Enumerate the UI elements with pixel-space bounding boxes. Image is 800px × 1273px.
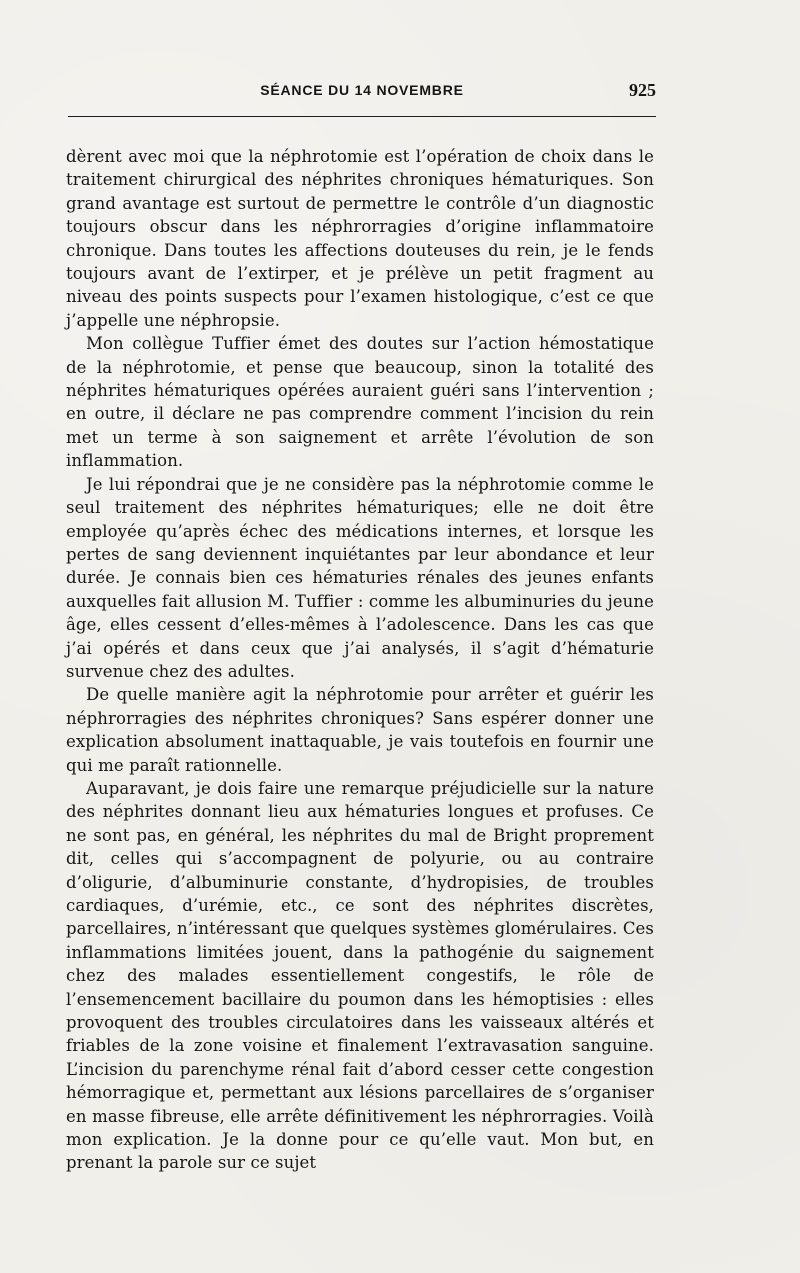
body-text bbox=[66, 145, 654, 1175]
paragraph-continuation: dèrent avec moi que la néphrotomie est l’opération de choix dans le traitement chirurgical des néphrites chroniques hématuriques. Son grand avantage est surtout de permettre le contrôle d’un diagnostic toujours obscur dans les néphrorragies d’origine inflammatoire chronique. Dans toutes les affections douteuses du rein, je le fends toujours avant de l’extirper, et je prélève un petit fragment au niveau des points suspects pour l’examen histologique, c’est ce que j’appelle une néphropsie. bbox=[66, 147, 654, 330]
paragraph-tuffier-doubts: Mon collègue Tuffier émet des doutes sur l’action hémostatique de la néphrotomie, et pense que beaucoup, sinon la totalité des néphrites hématuriques opérées auraient guéri sans l’intervention ; en outre, il déclare ne pas comprendre comment l’incision du rein met un terme à son saignement et arrête l’évolution de son inflammation. bbox=[66, 334, 654, 471]
header-rule bbox=[68, 116, 656, 117]
running-header-title: SÉANCE DU 14 NOVEMBRE bbox=[260, 82, 464, 98]
page-number: 925 bbox=[629, 80, 656, 100]
paragraph-explanation: Auparavant, je dois faire une remarque préjudicielle sur la nature des néphrites donnant lieu aux hématuries longues et profuses. Ce ne sont pas, en général, les néphrites du mal de Bright proprement dit, celles qui s’accompagnent de polyurie, ou au contraire d’oligurie, d’albuminurie constante, d’hydropisies, de troubles cardiaques, d’urémie, etc., ce sont des néphrites discrètes, parcellaires, n’intéressant que quelques systèmes glomérulaires. Ces inflammations limitées jouent, dans la pathogénie du saignement chez des malades essentiellement congestifs, le rôle de l’ensemencement bacillaire du poumon dans les hémoptisies : elles provoquent des troubles circulatoires dans les vaisseaux altérés et friables de la zone voisine et finalement l’extravasation sanguine. L’incision du parenchyme rénal fait d’abord cesser cette congestion hémorragique et, permettant aux lésions parcellaires de s’organiser en masse fibreuse, elle arrête définitivement les néphrorragies. Voilà mon explication. Je la donne pour ce qu’elle vaut. Mon but, en prenant la parole sur ce sujet bbox=[66, 778, 654, 1173]
running-header bbox=[68, 78, 656, 102]
paragraph-question: De quelle manière agit la néphrotomie pour arrêter et guérir les néphrorragies des néphrites chroniques? Sans espérer donner une explication absolument inattaquable, je vais toutefois en fournir une qui me paraît rationnelle. bbox=[66, 685, 654, 775]
paragraph-response: Je lui répondrai que je ne considère pas la néphrotomie comme le seul traitement des néphrites hématuriques; elle ne doit être employée qu’après échec des médications internes, et lorsque les pertes de sang deviennent inquiétantes par leur abondance et leur durée. Je connais bien ces hématuries rénales des jeunes enfants auxquelles fait allusion M. Tuffier : comme les albuminuries du jeune âge, elles cessent d’elles-mêmes à l’adolescence. Dans les cas que j’ai opérés et dans ceux que j’ai analysés, il s’agit d’hématurie survenue chez des adultes. bbox=[66, 474, 654, 681]
